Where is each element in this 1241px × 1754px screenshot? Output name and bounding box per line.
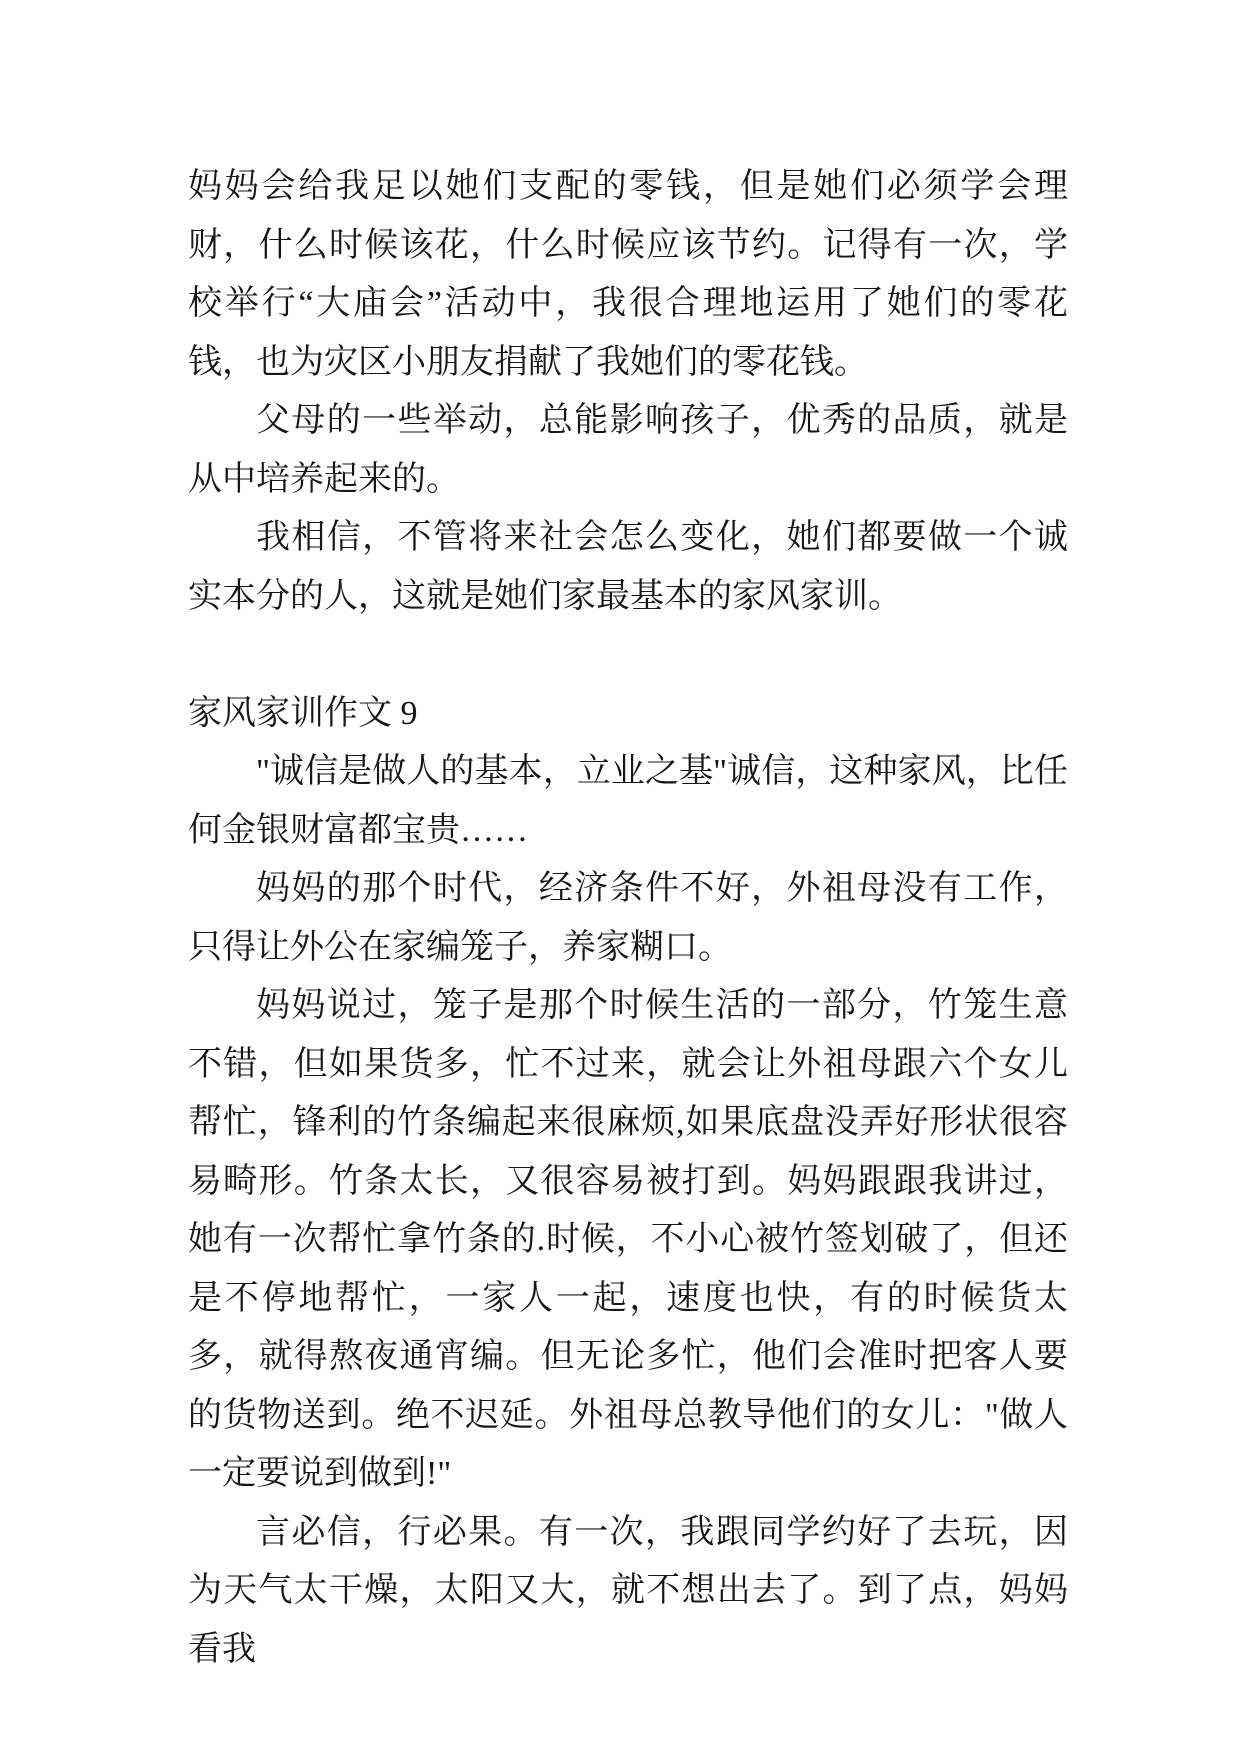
body-paragraph: 妈妈会给我足以她们支配的零钱，但是她们必须学会理财，什么时候该花，什么时候应该节约。记得有一次，学校举行“大庙会”活动中，我很合理地运用了她们的零花钱，也为灾区小朋友捐献了我她们的零花钱。 [188, 168, 1068, 381]
body-paragraph: 妈妈的那个时代，经济条件不好，外祖母没有工作，只得让外公在家编笼子，养家糊口。 [188, 870, 1068, 966]
body-paragraph: 我相信，不管将来社会怎么变化，她们都要做一个诚实本分的人，这就是她们家最基本的家风家训。 [188, 519, 1068, 615]
essay-section-heading: 家风家训作文 9 [188, 694, 418, 732]
body-paragraph: 父母的一些举动，总能影响孩子，优秀的品质，就是从中培养起来的。 [188, 402, 1068, 498]
body-paragraph: 言必信，行必果。有一次，我跟同学约好了去玩，因为天气太干燥，太阳又大，就不想出去了。到了点，妈妈看我 [188, 1513, 1068, 1668]
body-paragraph: "诚信是做人的基本，立业之基"诚信，这种家风，比任何金银财富都宝贵…… [188, 753, 1068, 849]
body-paragraph: 妈妈说过，笼子是那个时候生活的一部分，竹笼生意不错，但如果货多，忙不过来，就会让外祖母跟六个女儿帮忙，锋利的竹条编起来很麻烦,如果底盘没弄好形状很容易畸形。竹条太长，又很容易被打到。妈妈跟跟我讲过，她有一次帮忙拿竹条的.时候，不小心被竹签划破了，但还是不停地帮忙，一家人一起，速度也快，有的时候货太多，就得熬夜通宵编。但无论多忙，他们会准时把客人要的货物送到。绝不迟延。外祖母总教导他们的女儿："做人一定要说到做到!" [188, 987, 1068, 1492]
